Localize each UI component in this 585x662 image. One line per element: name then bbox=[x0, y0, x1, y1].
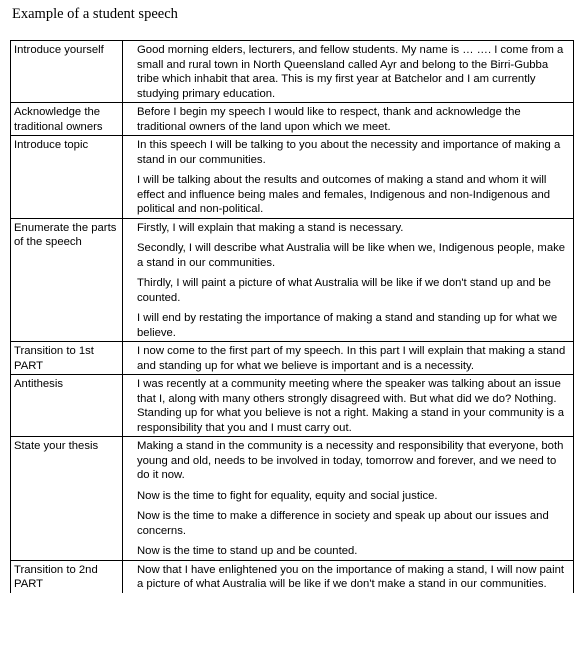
row-label: Antithesis bbox=[11, 375, 123, 437]
paragraph: I was recently at a community meeting where the speaker was talking about an issue that I, along with many others strongly disagreed with. But what did we do? Nothing. Standing up for what you believe is not a right. Making a stand in your community is a responsibility that you and I must carry out. bbox=[137, 378, 564, 434]
paragraph: I will be talking about the results and outcomes of making a stand and whom it will effect and influence being males and females, Indigenous and non-Indigenous and political and non-political. bbox=[137, 174, 551, 215]
row-label: Transition to 2nd PART bbox=[11, 560, 123, 593]
row-content bbox=[123, 342, 574, 375]
row-label: Introduce topic bbox=[11, 136, 123, 219]
speech-row-transition-2nd bbox=[11, 560, 574, 593]
speech-row-introduce-yourself bbox=[11, 41, 574, 103]
paragraph: I now come to the first part of my speech. In this part I will explain that making a stand and standing up for what we believe is important and is a necessity. bbox=[137, 345, 566, 372]
row-label: Transition to 1st PART bbox=[11, 342, 123, 375]
paragraph: Now is the time to fight for equality, equity and social justice. bbox=[137, 489, 438, 502]
paragraph: Good morning elders, lecturers, and fellow students. My name is … …. I come from a small and rural town in North Queensland called Ayr and belong to the Birri-Gubba tribe which inhabit that area. This is my first year at Batchelor and I am currently studying primary education. bbox=[137, 44, 564, 100]
paragraph: Before I begin my speech I would like to respect, thank and acknowledge the traditional owners of the land upon which we meet. bbox=[137, 106, 521, 133]
row-content bbox=[123, 560, 574, 593]
paragraph: Thirdly, I will paint a picture of what Australia will be like if we don't stand up and be counted. bbox=[137, 277, 551, 304]
paragraph: Now is the time to make a difference in society and speak up about our issues and concerns. bbox=[137, 510, 549, 537]
speech-row-antithesis bbox=[11, 375, 574, 437]
row-content bbox=[123, 136, 574, 219]
speech-row-enumerate-parts bbox=[11, 218, 574, 342]
row-content bbox=[123, 437, 574, 561]
paragraph: In this speech I will be talking to you about the necessity and importance of making a stand in our communities. bbox=[137, 139, 561, 166]
row-content bbox=[123, 103, 574, 136]
row-content bbox=[123, 375, 574, 437]
row-content bbox=[123, 218, 574, 342]
paragraph: Now that I have enlightened you on the importance of making a stand, I will now paint a picture of what Australia will be like if we don't make a stand in our communities. bbox=[137, 563, 565, 590]
paragraph: Secondly, I will describe what Australia will be like when we, Indigenous people, make a stand in our communities. bbox=[137, 242, 566, 269]
speech-row-acknowledge-owners bbox=[11, 103, 574, 136]
row-content bbox=[123, 41, 574, 103]
paragraph: Making a stand in the community is a necessity and responsibility that everyone, both young and old, needs to be involved in today, tomorrow and forever, and we need to do it now. bbox=[137, 440, 564, 481]
speech-table-body bbox=[11, 41, 574, 593]
row-label: Acknowledge the traditional owners bbox=[11, 103, 123, 136]
speech-row-introduce-topic bbox=[11, 136, 574, 219]
speech-row-state-thesis bbox=[11, 437, 574, 561]
speech-table bbox=[10, 40, 574, 593]
speech-row-transition-1st bbox=[11, 342, 574, 375]
row-label: Introduce yourself bbox=[11, 41, 123, 103]
document-title: Example of a student speech bbox=[12, 6, 178, 22]
paragraph: Firstly, I will explain that making a stand is necessary. bbox=[137, 221, 404, 234]
paragraph: Now is the time to stand up and be counted. bbox=[137, 545, 358, 557]
row-label: Enumerate the parts of the speech bbox=[11, 218, 123, 342]
paragraph: I will end by restating the importance of making a stand and standing up for what we believe. bbox=[137, 312, 558, 339]
row-label: State your thesis bbox=[11, 437, 123, 561]
